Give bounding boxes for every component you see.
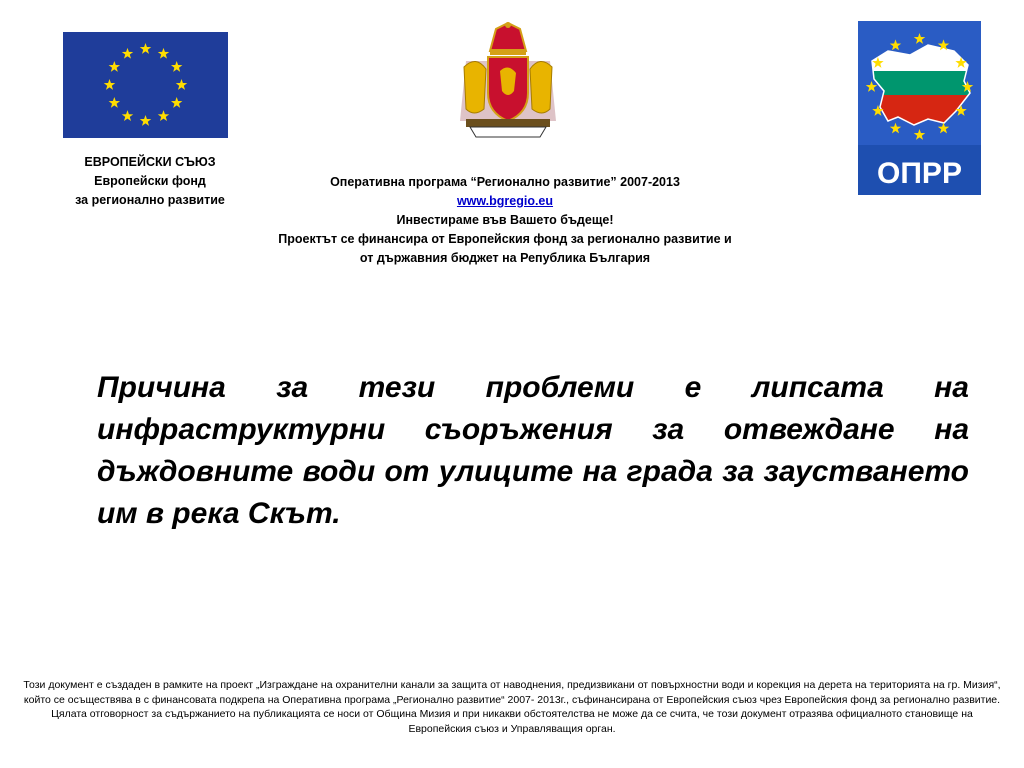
- opprr-logo-label: ОПРР: [877, 157, 962, 190]
- eu-fund-line: Европейски фонд: [94, 174, 206, 188]
- footer-disclaimer: Този документ е създаден в рамките на проект „Изграждане на охранителни канали за защита от наводнения, предизвикани от повърхностни води и корекция на дерета на територията на гр. Мизия“, който се осъществява в с финансовата подкрепа на Оперативна програма „Регионално развитие“ 2007- 2013г., съфинансирана от Европейския съюз чрез Европейския фонд за регионално развитие. Цялата отговорност за съдържанието на публикацията се носи от Община Мизия и при никакви обстоятелства не може да се счита, че този документ отразява официалното становище на Европейския съюз и Управляващия орган.: [23, 679, 1001, 735]
- program-title: Оперативна програма “Регионално развитие” 2007-2013: [330, 175, 680, 189]
- program-info: [250, 173, 760, 268]
- eu-star-icon: [158, 48, 169, 59]
- financing-line-1: Проектът се финансира от Европейския фонд за регионално развитие и: [278, 232, 732, 246]
- eu-union-title: ЕВРОПЕЙСКИ СЪЮЗ: [84, 155, 216, 169]
- eu-star-icon: [140, 115, 151, 126]
- program-slogan: Инвестираме във Вашето бъдеще!: [396, 213, 614, 227]
- program-link[interactable]: www.bgregio.eu: [456, 194, 554, 208]
- eu-flag-icon: [63, 32, 228, 138]
- main-statement: Причина за тези проблеми е липсата на инфраструктурни съоръжения за отвеждане на дъждовните води от улиците на града за заустването им в река Скът.: [97, 371, 969, 530]
- eu-star-icon: [109, 97, 120, 108]
- eu-star-icon: [176, 79, 187, 90]
- opprr-logo-graphic: [858, 21, 981, 195]
- eu-star-icon: [104, 79, 115, 90]
- eu-star-icon: [122, 110, 133, 121]
- eu-star-icon: [122, 48, 133, 59]
- eu-star-icon: [171, 61, 182, 72]
- eu-fund-caption: [40, 153, 260, 210]
- eu-star-icon: [109, 61, 120, 72]
- bulgarian-coat-of-arms-icon: [446, 21, 570, 141]
- financing-line-2: от държавния бюджет на Република България: [359, 251, 651, 265]
- eu-star-icon: [171, 97, 182, 108]
- eu-star-icon: [140, 43, 151, 54]
- eu-star-icon: [158, 110, 169, 121]
- opprr-logo-icon: [858, 21, 981, 195]
- eu-stars: [63, 32, 228, 138]
- eu-fund-line-2: за регионално развитие: [75, 193, 225, 207]
